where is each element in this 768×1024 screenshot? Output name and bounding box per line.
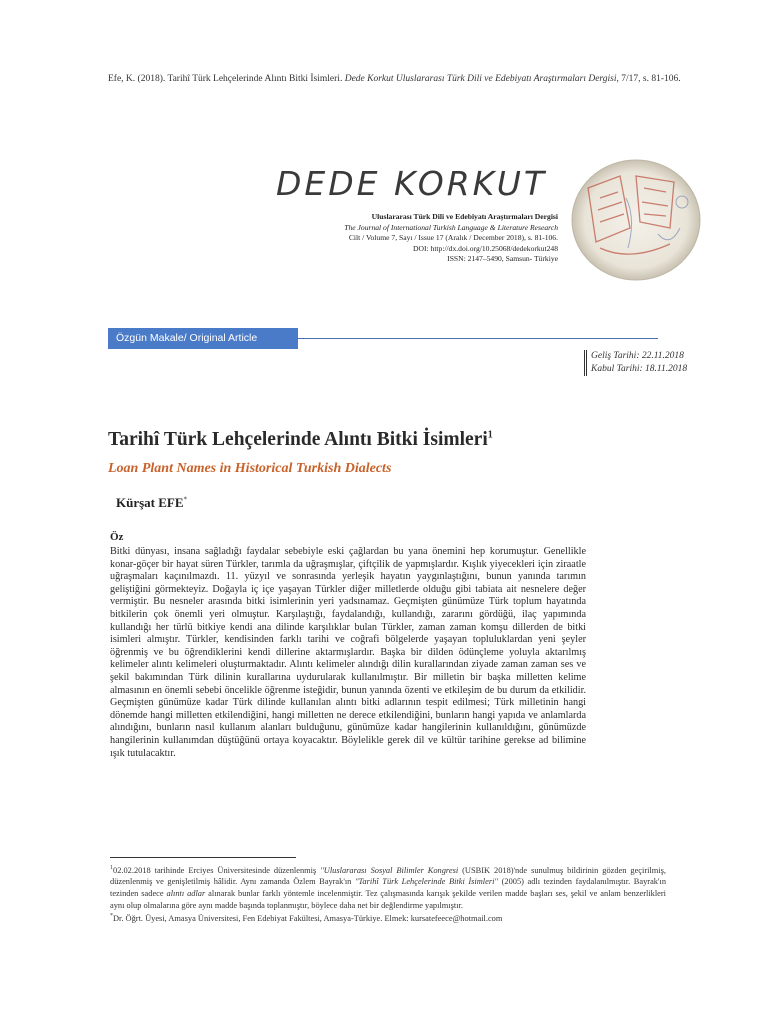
- title-footnote-mark: 1: [487, 429, 493, 441]
- author-footnote-mark: *: [183, 495, 188, 504]
- received-date: Geliş Tarihi: 22.11.2018: [591, 351, 684, 361]
- article-type-badge: Özgün Makale/ Original Article: [108, 328, 298, 349]
- citation-text: Efe, K. (2018). Tarihî Türk Lehçelerinde Alıntı Bitki İsimleri.: [108, 74, 343, 84]
- article-title: [108, 429, 493, 451]
- journal-doi: DOI: http://dx.doi.org/10.25068/dedekorkut248: [413, 243, 558, 253]
- footnote-1-term: alıntı adlar: [166, 888, 206, 898]
- footnotes: [110, 863, 666, 925]
- footnote-1-mark: 1: [110, 865, 113, 871]
- author-name: [116, 495, 187, 511]
- journal-issn: ISSN: 2147–5490, Samsun- Türkiye: [447, 254, 558, 264]
- journal-seal-icon: [570, 158, 702, 282]
- citation-journal: Dede Korkut Uluslararası Türk Dili ve Edebiyatı Araştırmaları Dergisi: [344, 74, 617, 84]
- footnote-divider: [110, 857, 296, 858]
- citation: [108, 72, 688, 86]
- journal-name-tr: Uluslararası Türk Dili ve Edebiyatı Araştırmaları Dergisi: [371, 212, 558, 221]
- author-name-text: Kürşat EFE: [116, 495, 184, 510]
- footnote-1-text-c: (2005) adlı tezinden faydalanılmıştır. Bayrak'ın tezinden sadece: [110, 877, 667, 898]
- accepted-date: Kabul Tarihi: 18.11.2018: [591, 364, 688, 374]
- article-subtitle: Loan Plant Names in Historical Turkish Dialects: [108, 461, 392, 476]
- abstract-heading: Öz: [110, 531, 124, 543]
- footnote-2-text: Dr. Öğrt. Üyesi, Amasya Üniversitesi, Fen Edebiyat Fakültesi, Amasya-Türkiye. Elmek: kursatefeece@hotmail.com: [113, 913, 503, 923]
- citation-volume: , 7/17, s. 81-106.: [616, 74, 681, 84]
- footnote-1-text-d: alınarak bunlar farklı yöntemle incelenmiştir. Tez çalışmasında karışık şekilde verilen madde başları ses, şekil ve anlam benzerlikleri aynı olup olmalarına göre aynı madde başında toplanmıştır, böylece daha net bir değlendirme yapılmıştır.: [110, 888, 666, 910]
- footnote-1-thesis: ''Tarihî Türk Lehçelerinde Bitki İsimleri'': [354, 877, 499, 887]
- journal-info: [270, 212, 558, 265]
- journal-name-en: The Journal of International Turkish Language & Literature Research: [344, 222, 558, 232]
- abstract-body: Bitki dünyası, insana sağladığı faydalar sebebiyle eski çağlardan bu yana önemini hep korumuştur. Genellikle konar-göçer bir hayat süren Türkler, tarımla da uğraşmışlar, çiftçilik de yapmışlardır. Kışlık yiyecekleri için ziraatle uğraşmaları kaçınılmazdı. 11. yüzyıl ve sonrasında yerleşik hayatın yaygınlaştığını, bunun yanında tarımın geliştiğini görmekteyiz. Doğayla iç içe yaşayan Türkler diğer milletlerde olduğu gibi tabiata ait nesnelere değer vermiştir. Bu nesneler arasında bitki isimlerinin yeri yadsınamaz. Geçmişten günümüze Türk toplum hayatında bitkilerin çok önemli yeri olmuştur. Karşılaştığı, faydalandığı, kullandığı, zararını gördüğü, ilaç yapımında kullandığı her türlü bitkiye kendi ana dilinde karşılıklar bulan Türkler, zaman zaman komşu dillerden de bitki isimleri almıştır. Türkler, kendisinden farklı tarihi ve coğrafi bölgelerde yaşayan topluluklardan yeni şeyler öğrenmiş ve bu öğrendiklerini kendi dillerine aktarmışlardır. Başka bir dilden ödünçleme yoluyla aktarılmış kelimeler alıntı kelimeleri oluşturmaktadır. Alıntı kelimeler alındığı dilin kurallarından ziyade zaman zaman ses ve şekil bakımından Türk dilinin kurallarına uydurularak kullanılmıştır. Bir milletin bir başka milletten kelime almasının en önemli sebebi öncelikle öğrenme isteğidir, bunun yanında özenti ve etkileşim de bu durum da etkilidir. Geçmişten günümüze kadar Türk dilinde kullanılan alıntı bitki adlarının tespit edilmesi; Türk milletinin hangi dönemde hangi milletten etkilendiğini, hangi milletten ne derece etkilendiğini, bunların hangi yapıda ve anlamlarda alındığını, bunların nasıl kullanım alanları bulduğunu, günümüze kadar hangilerinin kullanıldığını, günümüzde hangilerinin kullanımdan düştüğünü ortaya koyacaktır. Böylelikle gerek dil ve kültür tarihine gerekse ad bilimine ışık tutulacaktır.: [110, 546, 586, 759]
- journal-volume: Cilt / Volume 7, Sayı / Issue 17 (Aralık / December 2018), s. 81-106.: [348, 233, 558, 243]
- article-title-text: Tarihî Türk Lehçelerinde Alıntı Bitki İsimleri: [108, 429, 488, 450]
- journal-header: [270, 158, 710, 288]
- footnote-1-conference: ''Uluslararası Sosyal Bilimler Kongresi: [320, 865, 459, 875]
- footnote-2-mark: *: [110, 913, 113, 920]
- journal-logo-title: DEDE KORKUT: [276, 164, 548, 203]
- footnote-1: [110, 863, 666, 911]
- footnote-1-text-b: (USBIK 2018)'nde sunulmuş bildirinin gözden geçirilmiş, düzenlenmiş ve genişletilmiş hâlidir. Aynı zamanda Özlem Bayrak'ın: [110, 865, 666, 887]
- footnote-1-text-a: 02.02.2018 tarihinde Erciyes Üniversitesinde düzenlenmiş: [113, 865, 321, 875]
- submission-dates: [584, 350, 687, 376]
- footnote-2: [110, 911, 666, 924]
